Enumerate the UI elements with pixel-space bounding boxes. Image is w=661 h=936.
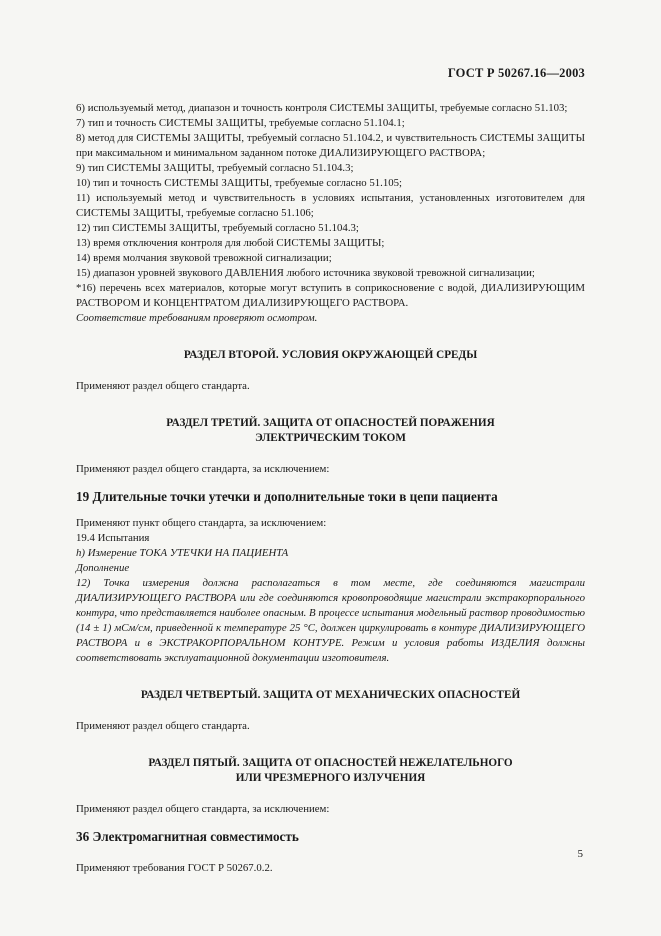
list-item-13: 13) время отключения контроля для любой СИСТЕМЫ ЗАЩИТЫ; <box>76 237 385 249</box>
section-3-title-line-1: РАЗДЕЛ ТРЕТИЙ. ЗАЩИТА ОТ ОПАСНОСТЕЙ ПОРАЖЕНИЯ <box>166 417 495 429</box>
section-5-title-line-2: ИЛИ ЧРЕЗМЕРНОГО ИЗЛУЧЕНИЯ <box>235 772 426 784</box>
requirements-list <box>76 101 585 326</box>
clause-19-heading: 19 Длительные точки утечки и дополнительные токи в цепи пациента <box>76 489 498 504</box>
section-4-title: РАЗДЕЛ ЧЕТВЕРТЫЙ. ЗАЩИТА ОТ МЕХАНИЧЕСКИХ ОПАСНОСТЕЙ <box>140 689 521 701</box>
list-item-16: *16) перечень всех материалов, которые могут вступить в соприкосновение с водой, ДИАЛИЗИРУЮЩИМ РАСТВОРОМ И КОНЦЕНТРАТОМ ДИАЛИЗИРУЮЩЕГО РАСТВОРА. <box>76 282 585 309</box>
list-item-12: 12) тип СИСТЕМЫ ЗАЩИТЫ, требуемый согласно 51.104.3; <box>76 222 359 234</box>
standard-header: ГОСТ Р 50267.16—2003 <box>447 66 585 80</box>
section-5-text: Применяют раздел общего стандарта, за исключением: <box>76 803 330 815</box>
section-5-title-line-1: РАЗДЕЛ ПЯТЫЙ. ЗАЩИТА ОТ ОПАСНОСТЕЙ НЕЖЕЛАТЕЛЬНОГО <box>148 757 513 769</box>
clause-19-4-heading: 19.4 Испытания <box>76 532 150 544</box>
section-3-title-line-2: ЭЛЕКТРИЧЕСКИМ ТОКОМ <box>255 432 406 444</box>
list-item-11: 11) используемый метод и чувствительность в условиях испытания, установленных изготовителем для СИСТЕМЫ ЗАЩИТЫ, требуемые согласно 51.106; <box>76 192 585 219</box>
section-3-text: Применяют раздел общего стандарта, за исключением: <box>76 463 330 475</box>
clause-36-heading: 36 Электромагнитная совместимость <box>76 829 299 844</box>
section-4-text: Применяют раздел общего стандарта. <box>76 720 250 732</box>
list-item-14: 14) время молчания звуковой тревожной сигнализации; <box>76 252 332 264</box>
compliance-note: Соответствие требованиям проверяют осмотром. <box>76 312 318 324</box>
list-item-7: 7) тип и точность СИСТЕМЫ ЗАЩИТЫ, требуемые согласно 51.104.1; <box>76 117 405 129</box>
list-item-6: 6) используемый метод, диапазон и точность контроля СИСТЕМЫ ЗАЩИТЫ, требуемые согласно 51.103; <box>76 102 568 114</box>
list-item-8: 8) метод для СИСТЕМЫ ЗАЩИТЫ, требуемый согласно 51.104.2, и чувствительность СИСТЕМЫ ЗАЩИТЫ при максимальном и минимальном заданном потоке ДИАЛИЗИРУЮЩЕГО РАСТВОРА; <box>76 132 585 159</box>
section-2-title: РАЗДЕЛ ВТОРОЙ. УСЛОВИЯ ОКРУЖАЮЩЕЙ СРЕДЫ <box>183 349 478 361</box>
list-item-15: 15) диапазон уровней звукового ДАВЛЕНИЯ любого источника звуковой тревожной сигнализации; <box>76 267 535 279</box>
clause-19-item-12: 12) Точка измерения должна располагаться в том месте, где соединяются магистрали ДИАЛИЗИРУЮЩЕГО РАСТВОРА или где соединяются кровопроводящие магистрали экстракорпорального контура, что представляется наиболее опасным. В процессе испытания модельный раствор проводимостью (14 ± 1) мСм/см, приведенной к температуре 25 °С, должен циркулировать в контуре ДИАЛИЗИРУЮЩЕГО РАСТВОРА и в ЭКСТРАКОРПОРАЛЬНОМ КОНТУРЕ. Режим и условия работы ИЗДЕЛИЯ должны соответствовать эксплуатационной документации изготовителя. <box>76 577 585 664</box>
clause-19-item-h: h) Измерение ТОКА УТЕЧКИ НА ПАЦИЕНТА <box>76 547 289 559</box>
clause-36-text: Применяют требования ГОСТ Р 50267.0.2. <box>76 862 273 874</box>
section-2-text: Применяют раздел общего стандарта. <box>76 380 250 392</box>
page-number: 5 <box>577 848 583 860</box>
list-item-9: 9) тип СИСТЕМЫ ЗАЩИТЫ, требуемый согласно 51.104.3; <box>76 162 354 174</box>
list-item-10: 10) тип и точность СИСТЕМЫ ЗАЩИТЫ, требуемые согласно 51.105; <box>76 177 403 189</box>
clause-19-addition-label: Дополнение <box>76 562 130 574</box>
clause-19-intro: Применяют пункт общего стандарта, за исключением: <box>76 517 327 529</box>
